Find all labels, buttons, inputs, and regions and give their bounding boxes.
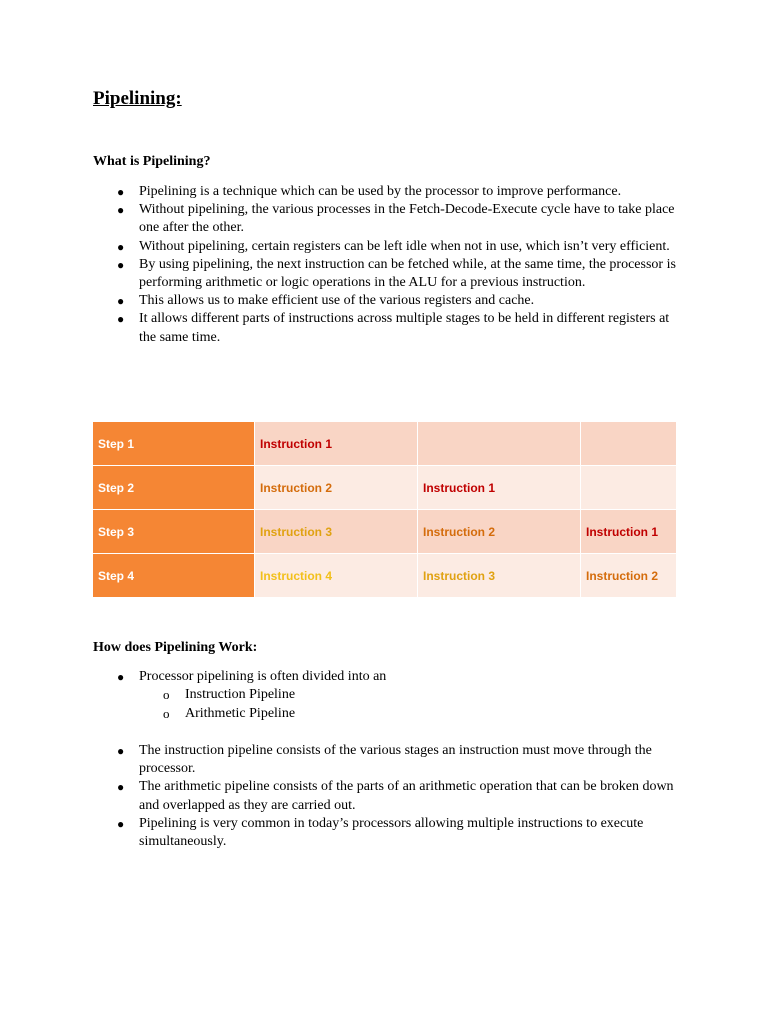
- bullet-icon: ●: [117, 744, 125, 758]
- list-item-text: The instruction pipeline consists of the various stages an instruction must move through the processor.: [139, 743, 652, 777]
- section-heading-what-is: What is Pipelining?: [93, 154, 211, 169]
- bullet-icon: ●: [117, 294, 125, 309]
- bullet-icon: ●: [117, 239, 125, 254]
- sub-list-item-text: Instruction Pipeline: [185, 687, 296, 702]
- table-cell: Instruction 2: [418, 510, 581, 554]
- bullet-icon: ●: [117, 203, 125, 218]
- list-item-text: The arithmetic pipeline consists of the parts of an arithmetic operation that can be broken down and overlapped as they are carried out.: [139, 779, 674, 813]
- step-cell: Step 1: [93, 422, 255, 466]
- bullet-icon: ●: [117, 780, 125, 795]
- sub-bullet-list: [93, 685, 683, 723]
- sub-list-wrapper: [93, 685, 683, 723]
- table-cell: Instruction 1: [418, 466, 581, 510]
- list-item: [93, 742, 683, 778]
- table-cell: [581, 422, 677, 466]
- list-item: [93, 201, 683, 237]
- list-item-text: This allows us to make efficient use of the various registers and cache.: [139, 293, 535, 309]
- bullet-list-how-works: [93, 742, 683, 851]
- table-cell: Instruction 4: [255, 554, 418, 598]
- bullet-icon: ●: [117, 257, 125, 272]
- list-item: [93, 292, 683, 310]
- step-cell: Step 3: [93, 510, 255, 554]
- page-title: Pipelining:: [93, 88, 182, 109]
- step-cell: Step 2: [93, 466, 255, 510]
- list-item: [93, 256, 683, 292]
- list-item-text: Pipelining is a technique which can be used by the processor to improve performance.: [139, 184, 622, 199]
- list-item: [93, 183, 683, 201]
- table-cell: Instruction 3: [255, 510, 418, 554]
- table-cell: [581, 466, 677, 510]
- table-row: [93, 554, 677, 598]
- section-heading-how-works: How does Pipelining Work:: [93, 640, 258, 655]
- table-cell: Instruction 1: [255, 422, 418, 466]
- table-cell: Instruction 2: [581, 554, 677, 598]
- list-item: [93, 238, 683, 256]
- sub-list-item-text: Arithmetic Pipeline: [185, 706, 296, 721]
- bullet-list-what-is: [93, 183, 683, 347]
- list-item: [93, 778, 683, 814]
- bullet-icon: ●: [117, 312, 125, 327]
- pipeline-table: [93, 422, 677, 598]
- list-item-text: Without pipelining, the various processes in the Fetch-Decode-Execute cycle have to take place one after the other.: [139, 202, 675, 236]
- list-item-text: By using pipelining, the next instruction can be fetched while, at the same time, the processor is performing arithmetic or logic operations in the ALU for a previous instruction.: [139, 256, 676, 291]
- step-cell: Step 4: [93, 554, 255, 598]
- bullet-icon: ●: [117, 816, 125, 831]
- table-cell: Instruction 1: [581, 510, 677, 554]
- list-item-text: It allows different parts of instructions across multiple stages to be held in different registers at the same time.: [139, 311, 670, 345]
- list-item: [93, 668, 683, 686]
- sub-list-item: [93, 685, 683, 704]
- bullet-icon: ●: [117, 670, 125, 684]
- list-item-text: Pipelining is very common in today’s processors allowing multiple instructions to execute simultaneously.: [139, 815, 644, 850]
- table-cell: [418, 422, 581, 466]
- table-cell: Instruction 2: [255, 466, 418, 510]
- table-cell: Instruction 3: [418, 554, 581, 598]
- circle-bullet-icon: o: [163, 687, 170, 702]
- bullet-icon: ●: [117, 185, 125, 199]
- list-item: [93, 815, 683, 851]
- list-item: [93, 310, 683, 346]
- table-row: [93, 422, 677, 466]
- list-item-text: Processor pipelining is often divided into an: [139, 669, 387, 684]
- table-row: [93, 466, 677, 510]
- list-item-text: Without pipelining, certain registers can be left idle when not in use, which isn’t very efficient.: [139, 238, 670, 254]
- sub-list-item: [93, 704, 683, 723]
- bullet-list-intro: [93, 668, 683, 686]
- table-row: [93, 510, 677, 554]
- circle-bullet-icon: o: [163, 706, 170, 721]
